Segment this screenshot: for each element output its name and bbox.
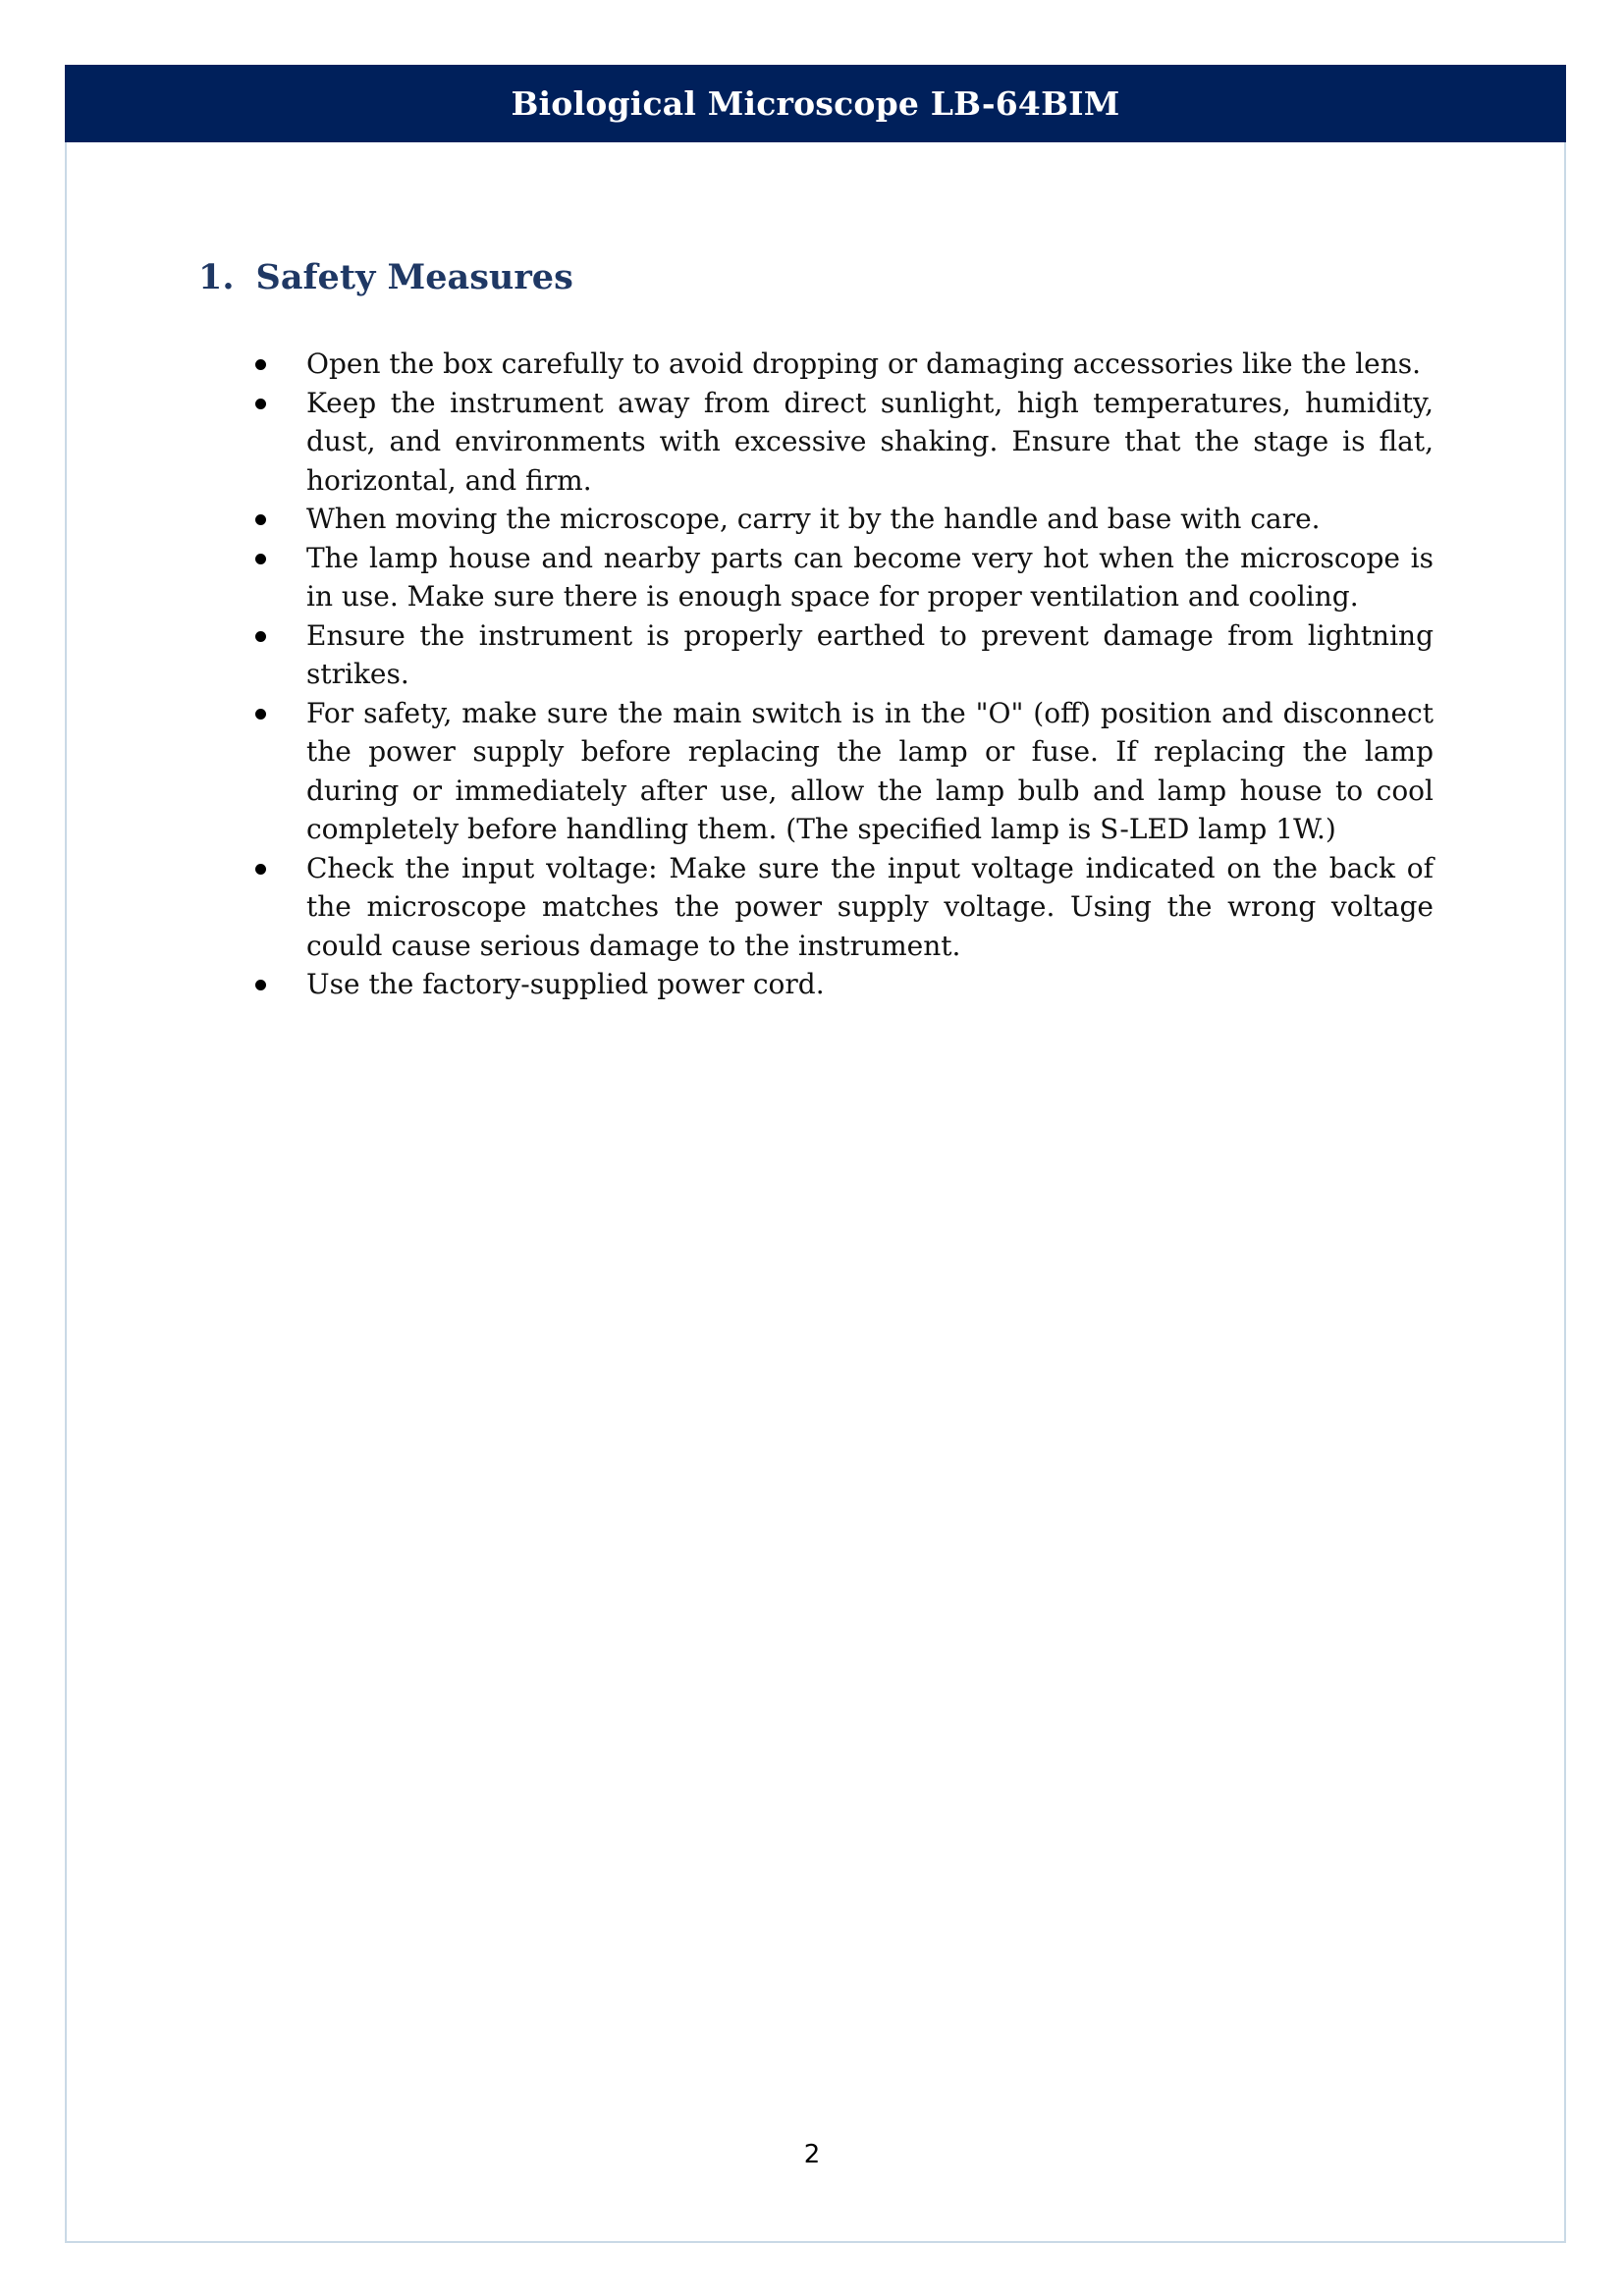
page-number: 2 — [803, 2140, 821, 2169]
list-item — [251, 616, 1434, 694]
bullet-icon — [255, 864, 266, 875]
bullet-icon — [255, 359, 266, 370]
bullet-icon — [255, 709, 266, 720]
document-title: Biological Microscope LB-64BIM — [511, 84, 1120, 123]
list-item-text: Open the box carefully to avoid dropping or damaging accessories like the lens. — [306, 347, 1422, 380]
list-item — [251, 694, 1434, 849]
section-title: Safety Measures — [255, 257, 573, 297]
list-item — [251, 849, 1434, 966]
bullet-icon — [255, 399, 266, 409]
list-item — [251, 965, 1434, 1004]
list-item — [251, 345, 1434, 384]
bullet-icon — [255, 514, 266, 525]
list-item — [251, 539, 1434, 616]
list-item-text: Ensure the instrument is properly earthed to prevent damage from lightning strikes. — [306, 618, 1434, 690]
header-bar — [65, 65, 1566, 142]
list-item-text: Check the input voltage: Make sure the input voltage indicated on the back of the microscope matches the power supply voltage. Using the wrong voltage could cause serious damage to the instrument. — [306, 851, 1434, 962]
list-item — [251, 500, 1434, 539]
section-heading — [198, 257, 573, 297]
bullet-icon — [255, 980, 266, 990]
list-item-text: Use the factory-supplied power cord. — [306, 968, 825, 1000]
section-number: 1. — [198, 257, 235, 297]
list-item-text: When moving the microscope, carry it by the handle and base with care. — [306, 503, 1321, 535]
list-item-text: Keep the instrument away from direct sunlight, high temperatures, humidity, dust, and environments with excessive shaking. Ensure that the stage is flat, horizontal, and firm. — [306, 386, 1434, 497]
list-item — [251, 384, 1434, 501]
bullet-icon — [255, 631, 266, 642]
safety-bullet-list — [251, 345, 1434, 1004]
list-item-text: The lamp house and nearby parts can become very hot when the microscope is in use. Make sure there is enough space for proper ventilation and cooling. — [306, 541, 1434, 613]
list-item-text: For safety, make sure the main switch is in the "O" (off) position and disconnect the power supply before replacing the lamp or fuse. If replacing the lamp during or immediately after use, allow the lamp bulb and lamp house to cool completely before handling them. (The specified lamp is S-LED lamp 1W.) — [306, 696, 1434, 845]
bullet-icon — [255, 554, 266, 564]
